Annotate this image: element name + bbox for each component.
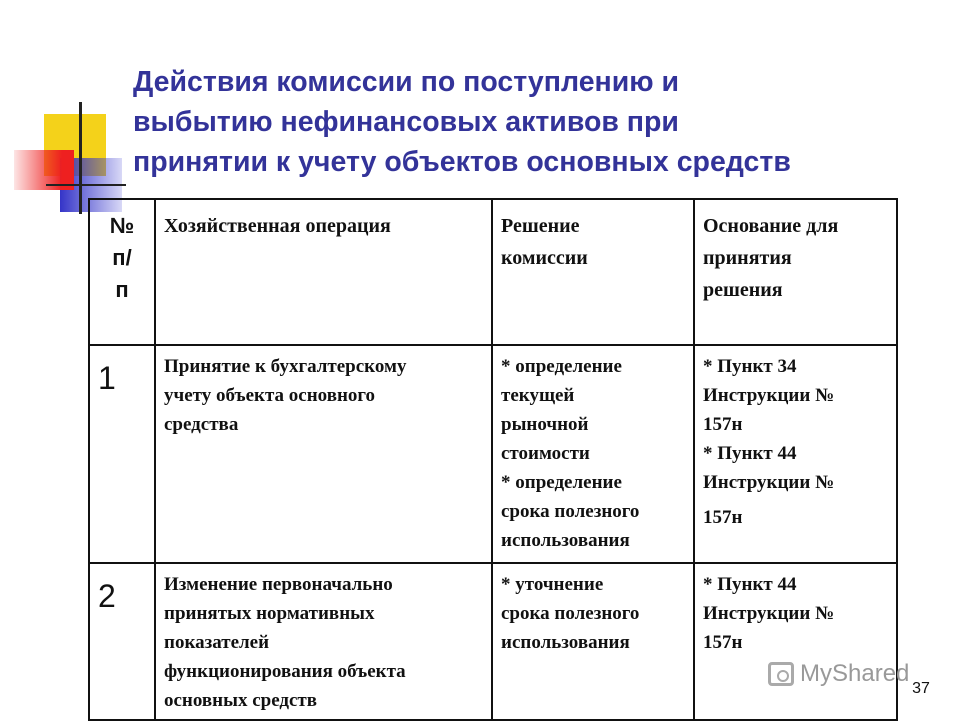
row-number: 1 — [89, 345, 155, 563]
cell-decision: * уточнение срока полезного использования — [492, 563, 694, 720]
header-operation: Хозяйственная операция — [155, 199, 492, 345]
header-num: № п/ п — [89, 199, 155, 345]
cell-decision: * определение текущей рыночной стоимости * определение срока полезного использования — [492, 345, 694, 563]
table-row — [89, 563, 897, 720]
cell-operation: Принятие к бухгалтерскому учету объекта основного средства — [155, 345, 492, 563]
title-line: принятии к учету объектов основных средств — [133, 146, 791, 178]
row-number: 2 — [89, 563, 155, 720]
table-row — [89, 345, 897, 563]
title-line: выбытию нефинансовых активов при — [133, 106, 679, 138]
decor-horizontal-line — [46, 184, 126, 186]
table-header-row — [89, 199, 897, 345]
decor-vertical-line — [79, 102, 82, 214]
slide-title — [133, 62, 933, 182]
title-line: Действия комиссии по поступлению и — [133, 66, 680, 98]
cell-basis: * Пункт 44 Инструкции № 157н — [694, 563, 897, 720]
header-basis: Основание для принятия решения — [694, 199, 897, 345]
cell-operation: Изменение первоначально принятых нормативных показателей функционирования объекта основных средств — [155, 563, 492, 720]
watermark-text: MyShared — [800, 660, 910, 687]
myshared-logo-icon — [768, 662, 794, 686]
watermark — [768, 655, 909, 693]
page-number: 37 — [912, 680, 930, 697]
cell-basis: * Пункт 34 Инструкции № 157н * Пункт 44 Инструкции № 157н — [694, 345, 897, 563]
header-decision: Решение комиссии — [492, 199, 694, 345]
commission-actions-table — [88, 198, 898, 721]
